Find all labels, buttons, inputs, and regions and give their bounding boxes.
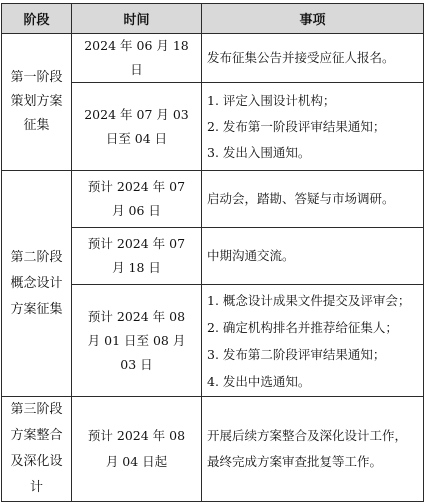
matters-cell — [202, 83, 424, 171]
stage-cell-2: 第二阶段概念设计方案征集 — [2, 171, 72, 397]
time-cell: 2024 年 06 月 18 日 — [72, 34, 202, 83]
header-matters: 事项 — [202, 4, 424, 34]
matter-item: 中期沟通交流。 — [207, 248, 295, 263]
stage-cell-3: 第三阶段方案整合及深化设计 — [2, 397, 72, 502]
matter-item: 2. 发布第一阶段评审结果通知； — [207, 118, 386, 134]
header-stage: 阶段 — [2, 4, 72, 34]
time-cell: 2024 年 07 月 03 日至 04 日 — [72, 83, 202, 171]
matter-item: 1. 概念设计成果文件提交及评审会； — [207, 292, 411, 308]
header-time: 时间 — [72, 4, 202, 34]
matter-item: 最终完成方案审查批复等工作。 — [207, 454, 383, 469]
matters-cell — [202, 171, 424, 228]
matters-cell — [202, 228, 424, 285]
matter-item: 开展后续方案整合及深化设计工作， — [207, 428, 408, 443]
matter-item: 3. 发布第二阶段评审结果通知； — [207, 346, 386, 362]
table-row — [2, 397, 424, 502]
table-row — [2, 171, 424, 228]
schedule-table — [1, 3, 424, 502]
matters-cell — [202, 397, 424, 502]
matter-item: 启动会，踏勘、答疑与市场调研。 — [207, 191, 395, 206]
matter-item: 发布征集公告并接受应征人报名。 — [207, 50, 395, 65]
matter-item: 2. 确定机构排名并推荐给征集人； — [207, 319, 398, 335]
time-cell: 预计 2024 年 08 月 04 日起 — [72, 397, 202, 502]
time-cell: 预计 2024 年 07 月 06 日 — [72, 171, 202, 228]
matters-cell — [202, 34, 424, 83]
time-cell: 预计 2024 年 07 月 18 日 — [72, 228, 202, 285]
table-header-row — [2, 4, 424, 34]
matter-item: 4. 发出中选通知。 — [207, 373, 311, 389]
time-cell: 预计 2024 年 08 月 01 日至 08 月 03 日 — [72, 285, 202, 397]
stage-cell-1: 第一阶段策划方案征集 — [2, 34, 72, 171]
table-row — [2, 34, 424, 83]
matters-cell — [202, 285, 424, 397]
matter-item: 1. 评定入围设计机构； — [207, 92, 336, 108]
matter-item: 3. 发出入围通知。 — [207, 144, 311, 160]
